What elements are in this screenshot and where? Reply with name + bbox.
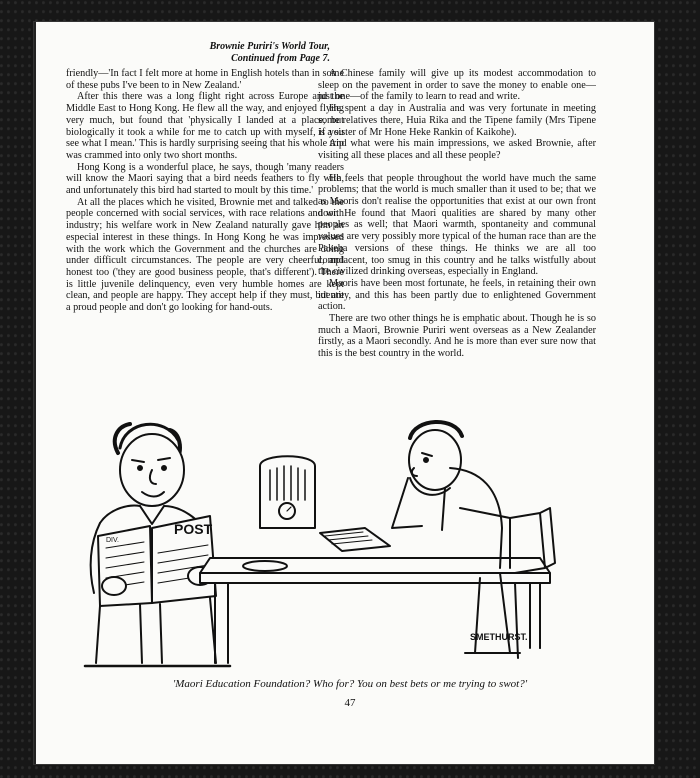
paragraph-gap xyxy=(318,162,596,173)
paragraph: He feels that people throughout the world have much the same problems; that the world is much smaller than it used to be; that we as Maoris don't realise the opportunities that exist at our own front door. He found that Maori qualities are shared by many other peoples as well; that Maori warmth, spontaneity and communal values are very possibly more typical of the human race than are the Pakeha versions of these things. He thinks we are all too complacent, too smug in this country and he talks wistfully about the civilized drinking overseas, especially in England. xyxy=(318,172,596,278)
paragraph: After this there was a long flight right across Europe and the Middle East to Hong Kong. He flew all the way, and enjoyed flying very much, but found that 'physically I landed at a place, but biologically it took a while for me to catch up with myself, if you see what I mean.' This is hardly surprising seeing that his whole trip was crammed into only two short months. xyxy=(66,91,344,161)
header-continued: Continued from Page 7. xyxy=(231,53,330,64)
paragraph: friendly—'In fact I felt more at home in English hotels than in some of these pubs I've been to in New Zealand.' xyxy=(66,68,344,91)
cartoon-caption: 'Maori Education Foundation? Who for? You on best bets or me trying to swot?' xyxy=(172,678,528,690)
paragraph: Hong Kong is a wonderful place, he says, though 'many readers will know the Maori saying that a bird needs feathers to fly with, and unfortunately this bird had started to moult by this time.' xyxy=(66,161,344,197)
table xyxy=(200,528,550,663)
header-title: Brownie Puriri's World Tour, xyxy=(209,41,330,52)
paragraph: Maoris have been most fortunate, he feels, in retaining their own identity, and this has been partly due to enlightened Government action. xyxy=(318,277,596,313)
newspaper-corner-label: DIV. xyxy=(106,537,119,544)
page-number: 47 xyxy=(344,697,356,709)
continuation-header xyxy=(150,41,330,65)
artist-signature: SMETHURST. xyxy=(470,632,528,642)
paragraph: And what were his main impressions, we asked Brownie, after visiting all these places and all these people? xyxy=(318,138,596,161)
radio-set xyxy=(260,456,315,528)
paragraph: He spent a day in Australia and was very fortunate in meeting some relatives there, Huia Rika and the Tipene family (Mrs Tipene is a sister of Mr Hone Heke Rankin of Kaikohe). xyxy=(318,103,596,138)
cartoon-illustration xyxy=(70,408,570,678)
paragraph: A Chinese family will give up its modest accommodation to sleep on the pavement in order to save the money to enable one—just one—of the family to learn to read and write. xyxy=(318,68,596,103)
paragraph: There are two other things he is emphatic about. Though he is so much a Maori, Brownie Puriri went overseas as a New Zealander firstly, as a Maori secondly. And he is more than ever sure now that this is the best country in the world. xyxy=(318,313,596,360)
page-spine-edge xyxy=(34,22,36,764)
right-column xyxy=(318,68,596,360)
paragraph: At all the places which he visited, Brownie met and talked to the people concerned with social services, with race relations and with industry; his welfare work in New Zealand naturally gave him an especial interest in these things. In Hong Kong he was impressed with the work which the Government and the churches are doing under difficult circumstances. The people are very cheerful, and honest too ('they are good business people, that's different'). There is little juvenile delinquency, even very humble homes are kept clean, and people are happy. They accept help if they must, but are a proud people and don't go looking for hand-outs. xyxy=(66,196,344,314)
left-man-figure xyxy=(85,424,230,666)
left-column xyxy=(66,68,344,314)
newspaper-title: POST xyxy=(174,521,213,537)
